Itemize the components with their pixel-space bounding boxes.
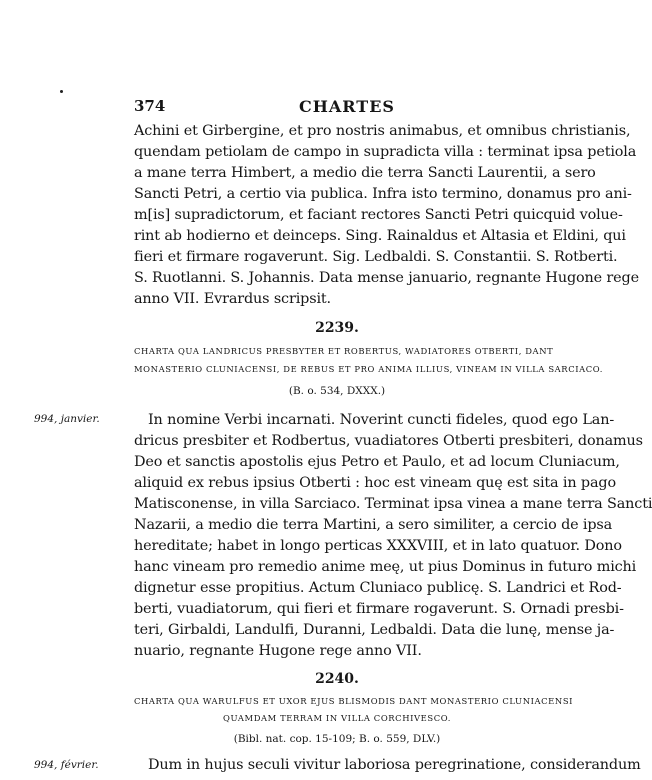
text-line: dricus presbiter et Rodbertus, vuadiatores Otberti presbiteri, donamus: [134, 433, 643, 449]
charter-title-line: CHARTA QUA WARULFUS ET UXOR EJUS BLISMODIS DANT MONASTERIO CLUNIACENSI: [134, 696, 574, 706]
charter-number: 2240.: [315, 671, 359, 687]
text-line: Matisconense, in villa Sarciaco. Terminat ipsa vinea a mane terra Sancti: [134, 496, 652, 512]
charter-title-line: MONASTERIO CLUNIACENSI, DE REBUS ET PRO ANIMA ILLIUS, VINEAM IN VILLA SARCIACO.: [134, 364, 604, 374]
text-line: hereditate; habet in longo perticas XXXVIII, et in lato quatuor. Dono: [134, 538, 622, 554]
charter-source: (Bibl. nat. cop. 15-109; B. o. 559, DLV.): [233, 733, 441, 745]
text-line: Deo et sanctis apostolis ejus Petro et Paulo, et ad locum Cluniacum,: [134, 454, 620, 470]
text-line: Sancti Petri, a certio via publica. Infra isto termino, donamus pro ani-: [134, 186, 632, 202]
text-line: quendam petiolam de campo in supradicta villa : terminat ipsa petiola: [134, 144, 637, 160]
running-title: CHARTES: [299, 97, 395, 116]
margin-date: 994, février.: [34, 759, 99, 771]
text-line: Achini et Girbergine, et pro nostris animabus, et omnibus christianis,: [134, 123, 631, 139]
text-line: berti, vuadiatorum, qui fieri et firmare rogaverunt. S. Ornadi presbi-: [134, 601, 624, 617]
margin-date: 994, janvier.: [34, 413, 100, 425]
text-line: Nazarii, a medio die terra Martini, a sero similiter, a cercio de ipsa: [134, 517, 613, 533]
charter-title-line: QUAMDAM TERRAM IN VILLA CORCHIVESCO.: [223, 713, 451, 723]
page-header: [134, 97, 544, 117]
text-line: Dum in hujus seculi vivitur laboriosa peregrinatione, considerandum: [148, 757, 641, 773]
text-line: anno VII. Evrardus scripsit.: [134, 291, 331, 307]
ink-speck: [60, 90, 63, 93]
text-line: aliquid ex rebus ipsius Otberti : hoc est vineam quę est sita in pago: [134, 475, 616, 491]
text-line: fieri et firmare rogaverunt. Sig. Ledbaldi. S. Constantii. S. Rotberti.: [134, 249, 618, 265]
charter-title-line: CHARTA QUA LANDRICUS PRESBYTER ET ROBERTUS, WADIATORES OTBERTI, DANT: [134, 346, 554, 356]
text-line: rint ab hodierno et deinceps. Sing. Rainaldus et Altasia et Eldini, qui: [134, 228, 626, 244]
text-line: hanc vineam pro remedio anime meę, ut pius Dominus in futuro michi: [134, 559, 637, 575]
text-line: S. Ruotlanni. S. Johannis. Data mense januario, regnante Hugone rege: [134, 270, 639, 286]
page-number: 374: [134, 97, 166, 115]
text-line: dignetur esse propitius. Actum Cluniaco publicę. S. Landrici et Rod-: [134, 580, 622, 596]
text-line: nuario, regnante Hugone rege anno VII.: [134, 643, 422, 659]
text-line: teri, Girbaldi, Landulfi, Duranni, Ledbaldi. Data die lunę, mense ja-: [134, 622, 615, 638]
text-line: m[is] supradictorum, et faciant rectores Sancti Petri quicquid volue-: [134, 207, 623, 223]
charter-source: (B. o. 534, DXXX.): [288, 385, 386, 397]
charter-number: 2239.: [315, 320, 359, 336]
text-line: In nomine Verbi incarnati. Noverint cuncti fideles, quod ego Lan-: [148, 412, 615, 428]
text-line: a mane terra Himbert, a medio die terra Sancti Laurentii, a sero: [134, 165, 596, 181]
